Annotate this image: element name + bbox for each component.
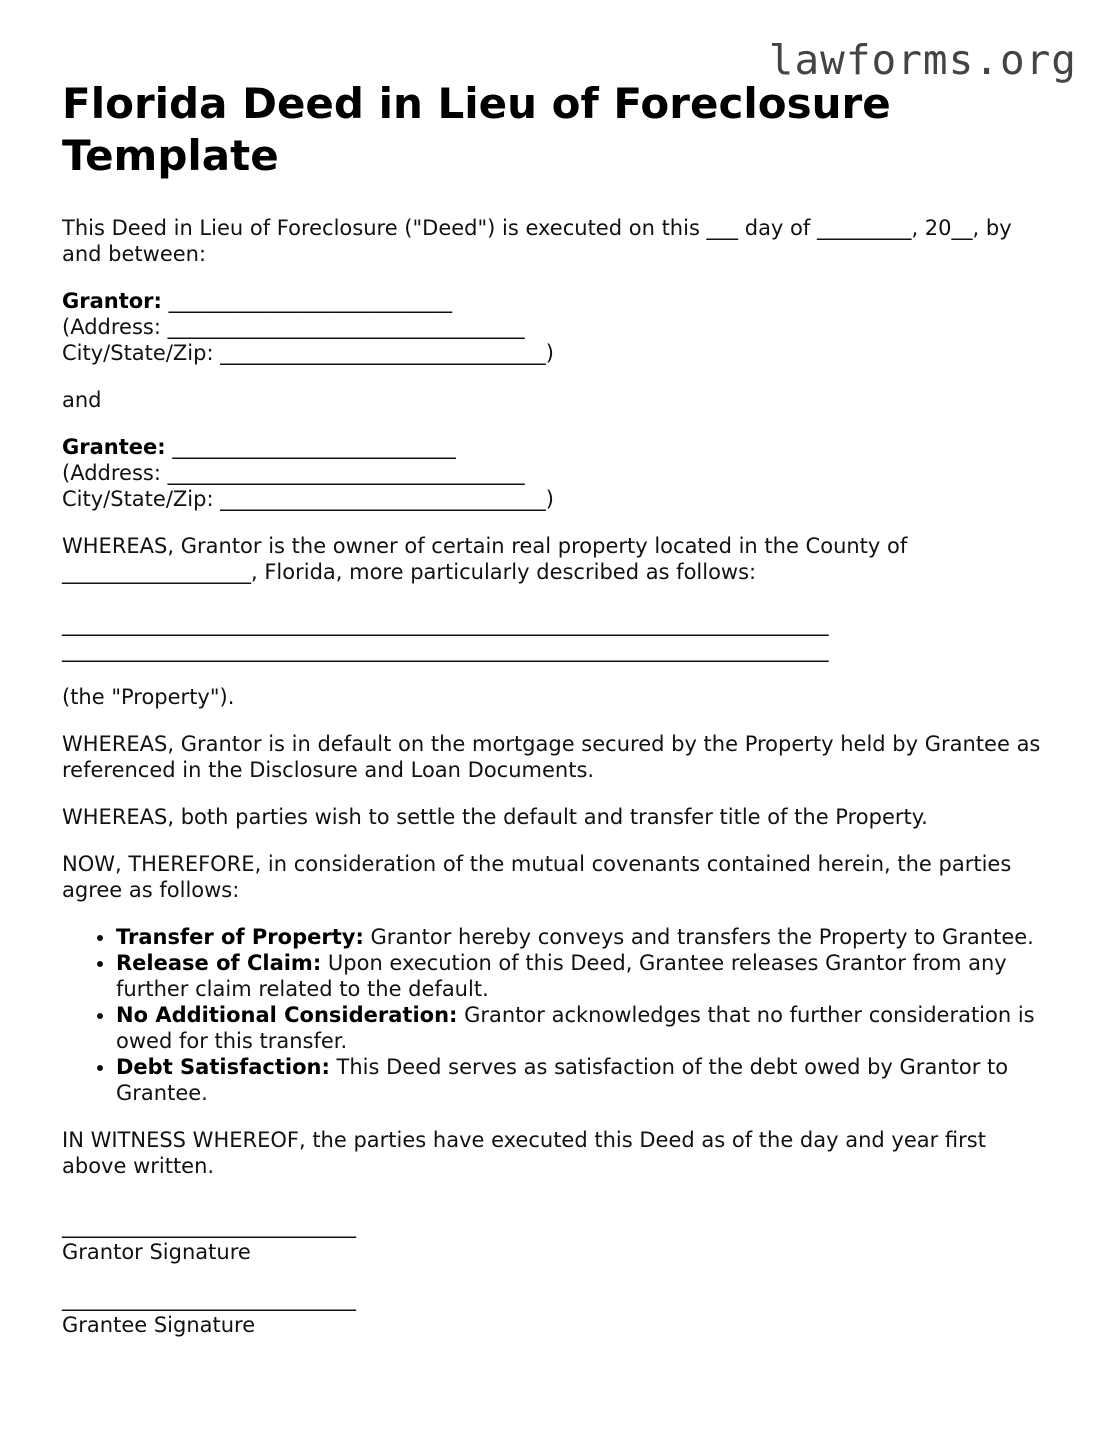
term-text: Grantor hereby conveys and transfers the Property to Grantee. [363,925,1034,949]
grantor-signature-label: Grantor Signature [62,1240,251,1264]
now-therefore-paragraph: NOW, THEREFORE, in consideration of the mutual covenants contained herein, the parties agree as follows: [62,852,1012,902]
grantee-signature-label: Grantee Signature [62,1313,256,1337]
grantee-signature-line: ____________________________ [62,1287,356,1311]
grantee-name-line [62,434,1052,460]
property-description-line-2: _________________________________________________________________________ [62,638,829,662]
property-description-line-1: _________________________________________________________________________ [62,612,829,636]
grantor-name-line [62,288,1052,314]
term-item-release [116,950,1052,1002]
grantor-address-line: (Address: __________________________________ [62,315,525,339]
property-description-lines [62,611,1052,663]
grantor-label: Grantor: [62,289,162,313]
grantor-city-line: City/State/Zip: _______________________________) [62,341,554,365]
whereas-default-paragraph: WHEREAS, Grantor is in default on the mortgage secured by the Property held by Grantee as referenced in the Disclosure and Loan Documents. [62,732,1041,782]
term-item-transfer [116,924,1052,950]
property-definition: (the "Property"). [62,685,235,709]
grantee-name-blank: ___________________________ [165,435,456,459]
grantor-signature-line: ____________________________ [62,1214,356,1238]
term-label: Debt Satisfaction: [116,1055,330,1079]
term-text: Upon execution of this Deed, Grantee releases Grantor from any further claim related to the default. [116,951,1007,1001]
whereas-owner-paragraph: WHEREAS, Grantor is the owner of certain real property located in the County of __________________, Florida, more particularly described as follows: [62,534,908,584]
whereas-settle-paragraph: WHEREAS, both parties wish to settle the default and transfer title of the Property. [62,805,928,829]
grantee-block [62,434,1052,512]
grantee-address-line: (Address: __________________________________ [62,461,525,485]
term-item-consideration [116,1002,1052,1054]
document-title: Florida Deed in Lieu of Foreclosure Template [62,79,891,180]
grantee-signature-block [62,1286,1052,1338]
term-label: Release of Claim: [116,951,322,975]
grantee-city-line: City/State/Zip: _______________________________) [62,487,554,511]
terms-list [62,924,1052,1106]
grantor-signature-block [62,1213,1052,1265]
document-body [62,78,1052,1338]
term-label: Transfer of Property: [116,925,364,949]
watermark: lawforms.org [768,36,1077,84]
grantor-name-blank: ___________________________ [161,289,453,313]
intro-paragraph: This Deed in Lieu of Foreclosure ("Deed") is executed on this ___ day of _________, 20__, by and between: [62,216,1012,266]
and-text: and [62,388,102,412]
term-text: Grantor acknowledges that no further consideration is owed for this transfer. [116,1003,1035,1053]
grantee-label: Grantee: [62,435,166,459]
term-item-debt [116,1054,1052,1106]
witness-paragraph: IN WITNESS WHEREOF, the parties have executed this Deed as of the day and year first above written. [62,1128,986,1178]
term-label: No Additional Consideration: [116,1003,458,1027]
grantor-block [62,288,1052,366]
term-text: This Deed serves as satisfaction of the debt owed by Grantor to Grantee. [116,1055,1009,1105]
